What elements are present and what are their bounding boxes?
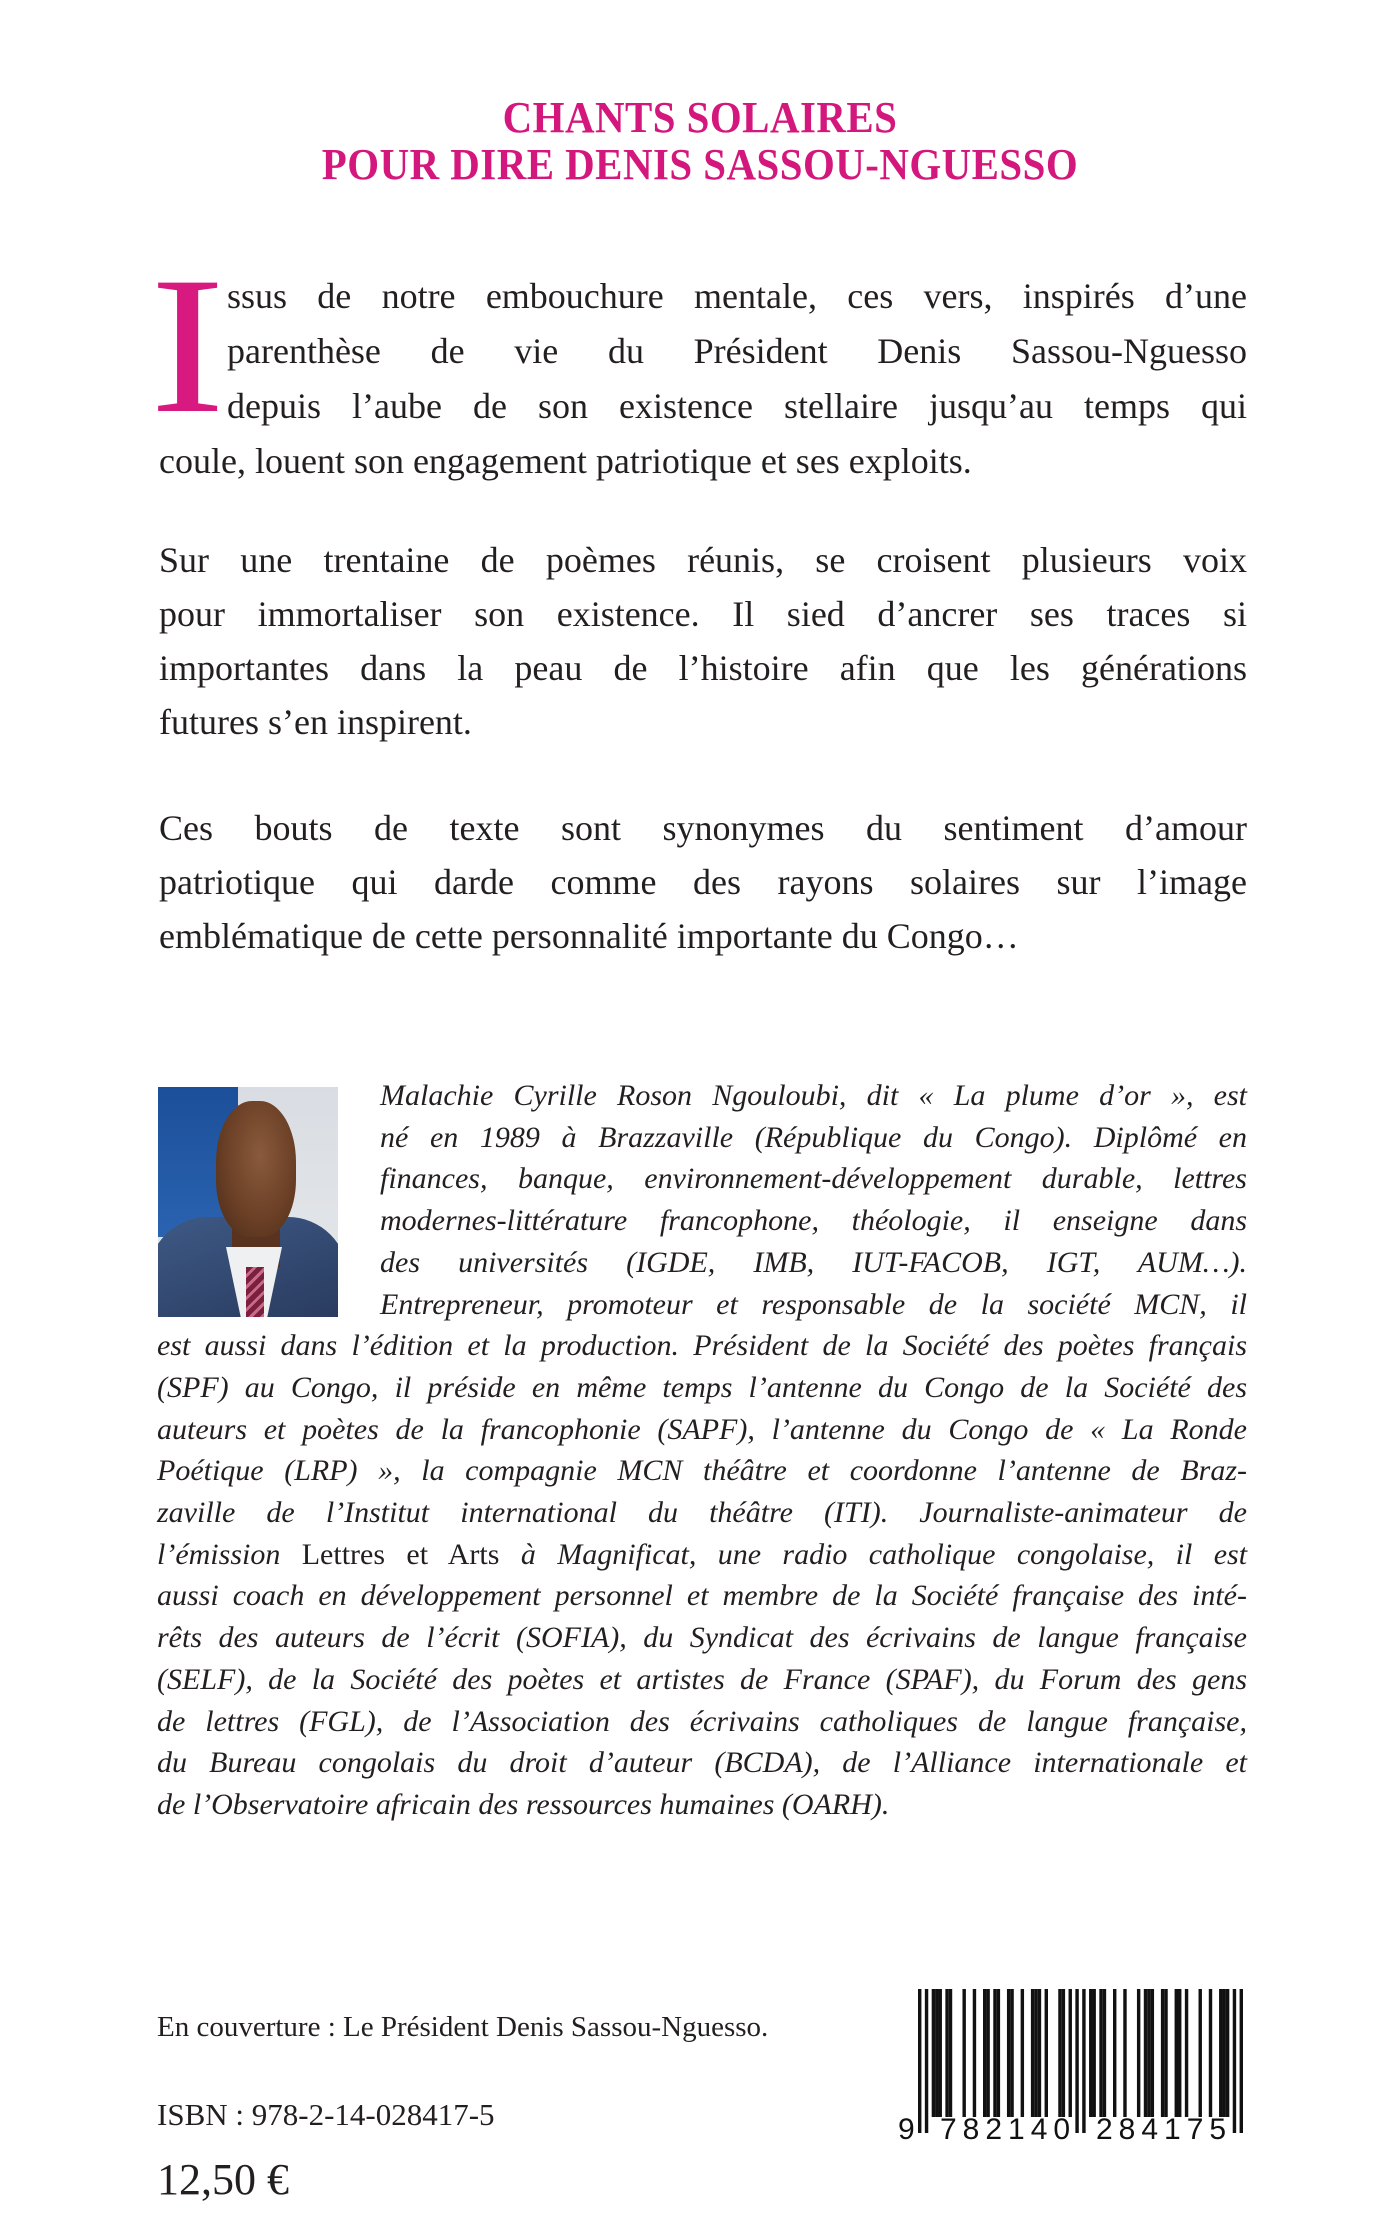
bio-line: né en 1989 à Brazzaville (République du Congo). Diplômé en <box>380 1121 1247 1154</box>
intro-p2-line-4: futures s’en inspirent. <box>159 702 472 742</box>
barcode-bar <box>1021 1989 1024 2117</box>
barcode-bar <box>1062 1989 1065 2117</box>
intro-p1-line-4: coule, louent son engagement patriotique et ses exploits. <box>159 441 972 481</box>
bio-line: modernes-littérature francophone, théologie, il enseigne dans <box>380 1204 1247 1237</box>
barcode-bar <box>939 1989 942 2117</box>
ean13-barcode <box>918 1989 1243 2133</box>
cover-credit: En couverture : Le Président Denis Sassou-Nguesso. <box>157 2011 769 2043</box>
barcode-bar <box>1137 1989 1140 2117</box>
barcode-bar <box>986 1989 989 2117</box>
bio-line: de l’Observatoire africain des ressources humaines (OARH). <box>157 1788 890 1821</box>
barcode-bar <box>925 1989 928 2133</box>
barcode-bar <box>1164 1989 1167 2117</box>
barcode-bar <box>1113 1989 1116 2117</box>
intro-p3-line-2: patriotique qui darde comme des rayons solaires sur l’image <box>159 862 1247 902</box>
barcode-bar <box>949 1989 952 2117</box>
barcode-bar <box>1178 1989 1181 2117</box>
photo-head <box>216 1101 296 1237</box>
bio-line: (SELF), de la Société des poètes et artistes de France (SPAF), du Forum des gens <box>157 1663 1247 1696</box>
barcode-bar <box>1144 1989 1147 2117</box>
bio-line: auteurs et poètes de la francophonie (SAPF), l’antenne du Congo de « La Ronde <box>157 1413 1247 1446</box>
barcode-bar <box>1185 1989 1188 2117</box>
book-title-line-1: CHANTS SOLAIRES <box>502 93 898 142</box>
bio-line: Entrepreneur, promoteur et responsable de la société MCN, il <box>380 1288 1247 1321</box>
barcode-bar <box>1082 1989 1085 2133</box>
barcode-bar <box>1209 1989 1212 2117</box>
intro-p3-line-1: Ces bouts de texte sont synonymes du sentiment d’amour <box>159 808 1247 848</box>
barcode-bar <box>1233 1989 1236 2133</box>
bio-line: aussi coach en développement personnel et membre de la Société française des inté- <box>157 1579 1247 1612</box>
barcode-bar <box>997 1989 1000 2117</box>
bio-line: finances, banque, environnement-développement durable, lettres <box>380 1162 1247 1195</box>
barcode-bar <box>1222 1989 1225 2117</box>
bio-line: (SPF) au Congo, il préside en même temps l’antenne du Congo de la Société des <box>157 1371 1247 1404</box>
price: 12,50 € <box>157 2155 289 2204</box>
bio-line: des universités (IGDE, IMB, IUT-FACOB, IGT, AUM…). <box>380 1246 1247 1279</box>
barcode-bar <box>1226 1989 1229 2117</box>
bio-line: du Bureau congolais du droit d’auteur (BCDA), de l’Alliance internationale et <box>157 1746 1247 1779</box>
barcode-bar <box>1089 1989 1092 2117</box>
barcode-bar <box>932 1989 935 2117</box>
barcode-bar <box>1045 1989 1048 2117</box>
barcode-bar <box>1219 1989 1222 2117</box>
bio-line: de lettres (FGL), de l’Association des écrivains catholiques de langue française, <box>157 1705 1247 1738</box>
barcode-bar <box>983 1989 986 2117</box>
bio-text: l’émission <box>157 1538 281 1571</box>
barcode-bar <box>918 1989 921 2133</box>
intro-p1-line-1: ssus de notre embouchure mentale, ces vers, inspirés d’une <box>227 276 1247 316</box>
barcode-bar <box>1038 1989 1041 2117</box>
barcode-bar <box>1034 1989 1037 2117</box>
barcode-bar <box>1007 1989 1010 2117</box>
barcode-bar <box>1058 1989 1061 2117</box>
bio-text: à Magnificat, une radio catholique congolaise, il est <box>520 1538 1248 1571</box>
intro-p1-line-2: parenthèse de vie du Président Denis Sassou-Nguesso <box>227 331 1247 371</box>
barcode-bar <box>1199 1989 1202 2117</box>
intro-p2-line-2: pour immortaliser son existence. Il sied d’ancrer ses traces si <box>159 594 1247 634</box>
intro-p2-line-3: importantes dans la peau de l’histoire afin que les générations <box>159 648 1247 688</box>
barcode-right-digits: 284175 <box>1096 2113 1233 2146</box>
barcode-bar <box>1092 1989 1095 2117</box>
barcode-bar <box>1175 1989 1178 2117</box>
barcode-bar <box>973 1989 976 2117</box>
intro-p2-line-1: Sur une trentaine de poèmes réunis, se croisent plusieurs voix <box>159 540 1247 580</box>
barcode-bar <box>1240 1989 1243 2133</box>
barcode-bar <box>1031 1989 1034 2117</box>
barcode-bar <box>945 1989 948 2117</box>
barcode-bar <box>1147 1989 1150 2117</box>
bio-line: Poétique (LRP) », la compagnie MCN théâtre et coordonne l’antenne de Braz- <box>157 1454 1247 1487</box>
bio-line: rêts des auteurs de l’écrit (SOFIA), du Syndicat des écrivains de langue française <box>157 1621 1247 1654</box>
photo-tie <box>246 1267 264 1317</box>
barcode-bar <box>1123 1989 1126 2117</box>
barcode-first-digit: 9 <box>898 2113 921 2146</box>
book-title-line-2: POUR DIRE DENIS SASSOU-NGUESSO <box>321 140 1079 189</box>
barcode-bar <box>962 1989 965 2117</box>
isbn: ISBN : 978-2-14-028417-5 <box>157 2097 495 2132</box>
barcode-bar <box>1103 1989 1106 2117</box>
barcode-bar <box>1161 1989 1164 2117</box>
author-photo <box>158 1087 338 1317</box>
bio-line: zaville de l’Institut international du théâtre (ITI). Journaliste-animateur de <box>157 1496 1247 1529</box>
barcode-bar <box>1075 1989 1078 2133</box>
barcode-bar <box>1069 1989 1072 2117</box>
barcode-left-digits: 782140 <box>940 2113 1077 2146</box>
bio-line: Malachie Cyrille Roson Ngouloubi, dit « La plume d’or », est <box>380 1079 1247 1112</box>
barcode-bar <box>993 1989 996 2117</box>
barcode-bar <box>935 1989 938 2117</box>
bio-line <box>157 1540 1247 1570</box>
barcode-bar <box>1151 1989 1154 2117</box>
intro-p3-line-3: emblématique de cette personnalité importante du Congo… <box>159 916 1019 956</box>
barcode-bar <box>1010 1989 1013 2117</box>
intro-p1-line-3: depuis l’aube de son existence stellaire jusqu’au temps qui <box>227 386 1247 426</box>
drop-cap-letter: I <box>150 237 226 454</box>
bio-line: est aussi dans l’édition et la production. Président de la Société des poètes français <box>157 1329 1247 1362</box>
radio-show-name: Lettres et Arts <box>301 1538 500 1571</box>
barcode-bar <box>1099 1989 1102 2117</box>
